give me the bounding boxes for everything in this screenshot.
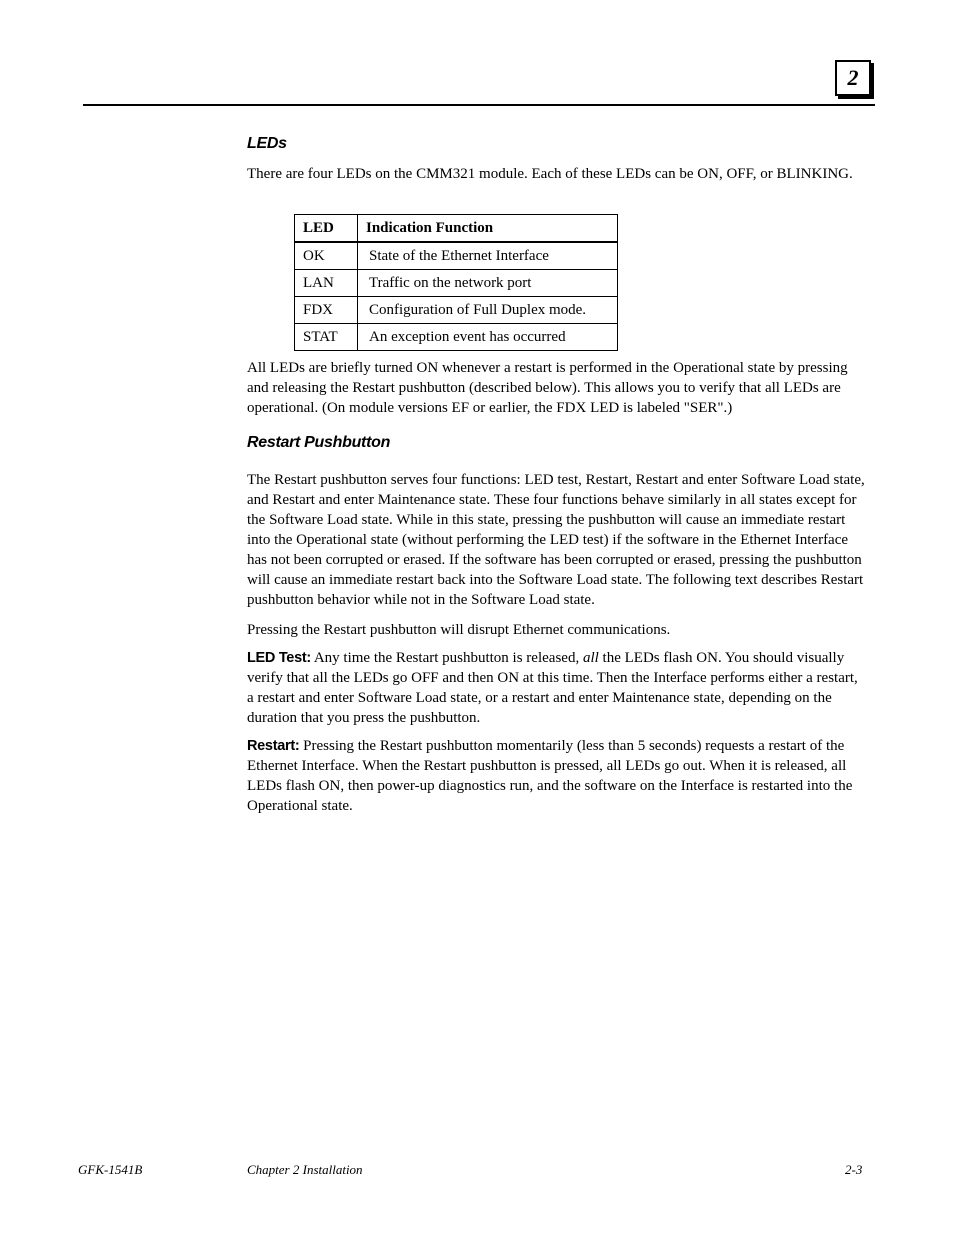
restart-heading: Restart Pushbutton [247, 434, 391, 451]
leds-after-table: All LEDs are briefly turned ON whenever a restart is performed in the Operational state by pressing and releasing the Restart pushbutton (described below). This allows you to verify that all LEDs are operational. (On module versions EF or earlier, the FDX LED is labeled "SER".) [247, 360, 848, 416]
led-test-text-before: Any time the Restart pushbutton is released, [310, 650, 583, 666]
table-cell-function: Traffic on the network port [358, 270, 618, 297]
restart-paragraph [247, 736, 865, 816]
table-cell-function: Configuration of Full Duplex mode. [358, 297, 618, 324]
table-cell-led: LAN [295, 270, 358, 297]
led-test-text-after: the LEDs flash ON. You should visually verify that all the LEDs go OFF and then ON at this time. Then the Interface performs either a restart, a restart and enter Software Load state, or a restart and enter Maintenance state, depending on the duration that you press the pushbutton. [247, 650, 858, 726]
table-header-led: LED [295, 215, 358, 243]
restart-label: Restart: [247, 738, 300, 754]
header-rule [83, 104, 875, 106]
table-cell-led: OK [295, 242, 358, 270]
chapter-number: 2 [847, 65, 859, 90]
table-row [295, 242, 618, 270]
table-row [295, 324, 618, 351]
restart-text: Pressing the Restart pushbutton momentarily (less than 5 seconds) requests a restart of the Ethernet Interface. When the Restart pushbutton is pressed, all LEDs go out. When it is released, all LEDs flash ON, then power-up diagnostics run, and the software on the Interface is restarted into the Operational state. [247, 738, 853, 814]
led-table [294, 214, 618, 351]
table-row [295, 297, 618, 324]
footer-page-number: 2-3 [845, 1162, 863, 1177]
restart-para-2: Pressing the Restart pushbutton will disrupt Ethernet communications. [247, 622, 671, 638]
led-test-emphasis: all [582, 650, 599, 666]
table-header-function: Indication Function [358, 215, 618, 243]
restart-para-1: The Restart pushbutton serves four functions: LED test, Restart, Restart and enter Software Load state, and Restart and enter Maintenance state. These four functions behave similarly in all states except for the Software Load state. While in this state, pressing the pushbutton will cause an immediate restart into the Operational state (without performing the LED test) if the software in the Ethernet Interface has not been corrupted or erased. If the software has been corrupted or erased, pressing the pushbutton will cause an immediate restart back into the Software Load state. The following text describes Restart pushbutton behavior while not in the Software Load state. [247, 472, 865, 608]
leds-intro: There are four LEDs on the CMM321 module. Each of these LEDs can be ON, OFF, or BLINKING. [247, 166, 853, 182]
table-cell-led: STAT [295, 324, 358, 351]
chapter-number-box [835, 60, 871, 96]
table-cell-function: An exception event has occurred [358, 324, 618, 351]
table-header-row [295, 215, 618, 243]
led-test-paragraph [247, 648, 865, 728]
led-test-label: LED Test: [247, 650, 311, 666]
footer-doc-number: GFK-1541B [78, 1162, 143, 1177]
table-cell-function: State of the Ethernet Interface [358, 242, 618, 270]
table-cell-led: FDX [295, 297, 358, 324]
leds-heading: LEDs [247, 135, 287, 152]
table-row [295, 270, 618, 297]
footer-chapter: Chapter 2 Installation [247, 1162, 363, 1177]
